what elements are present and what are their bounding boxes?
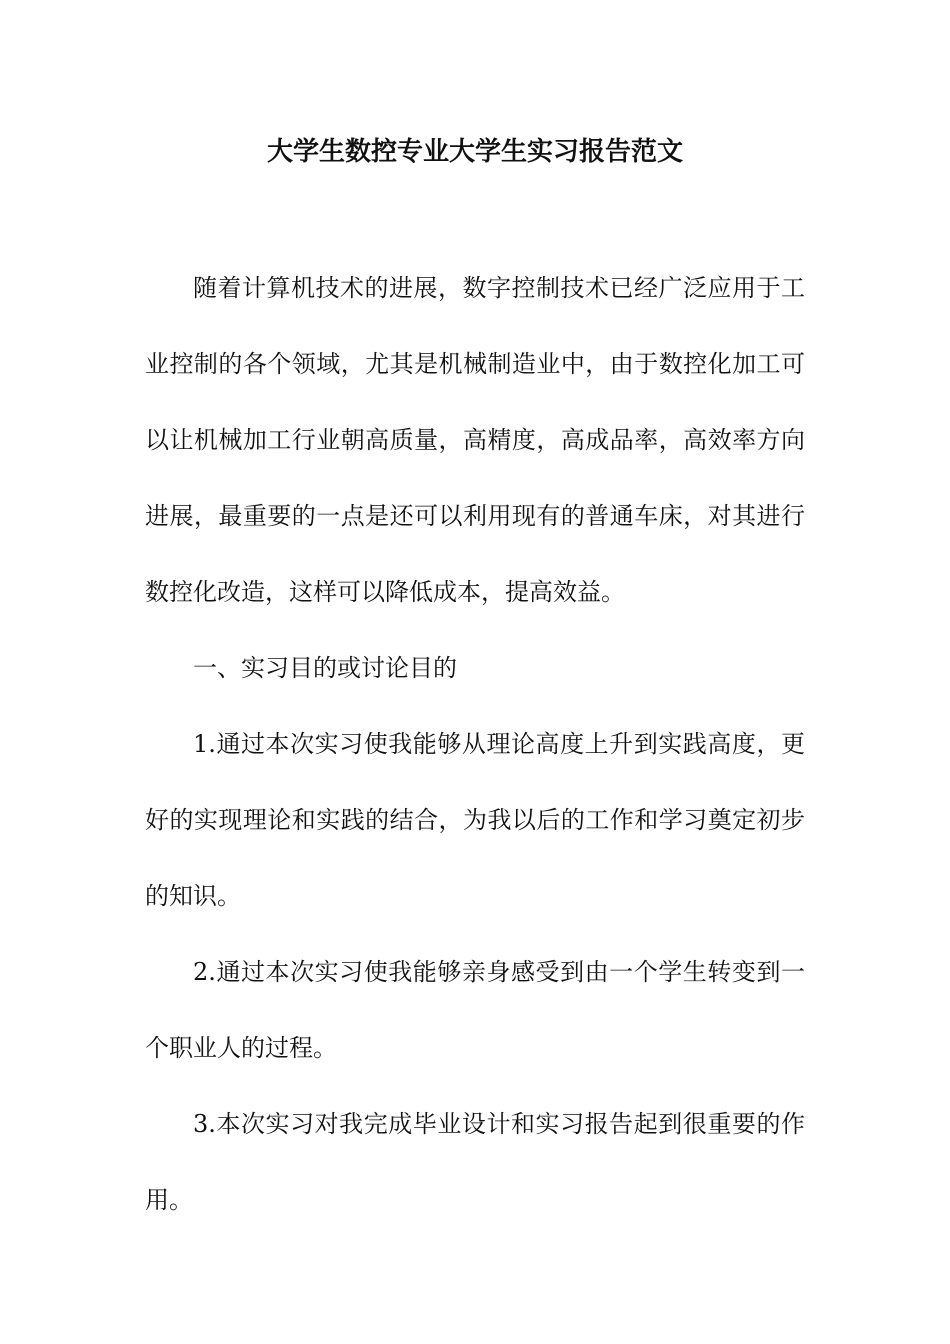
document-body — [145, 250, 805, 1238]
document-title: 大学生数控专业大学生实习报告范文 — [266, 137, 683, 167]
list-item: 1.通过本次实习使我能够从理论高度上升到实践高度，更好的实现理论和实践的结合，为我以后的工作和学习奠定初步的知识。 — [145, 730, 805, 910]
paragraph-intro: 随着计算机技术的进展，数字控制技术已经广泛应用于工业控制的各个领域，尤其是机械制造业中，由于数控化加工可以让机械加工行业朝高质量，高精度，高成品率，高效率方向进展，最重要的一点是还可以利用现有的普通车床，对其进行数控化改造，这样可以降低成本，提高效益。 — [145, 274, 805, 606]
list-item: 2.通过本次实习使我能够亲身感受到由一个学生转变到一个职业人的过程。 — [145, 958, 805, 1062]
section-heading: 一、实习目的或讨论目的 — [193, 654, 457, 682]
list-item: 3.本次实习对我完成毕业设计和实习报告起到很重要的作用。 — [145, 1110, 805, 1214]
